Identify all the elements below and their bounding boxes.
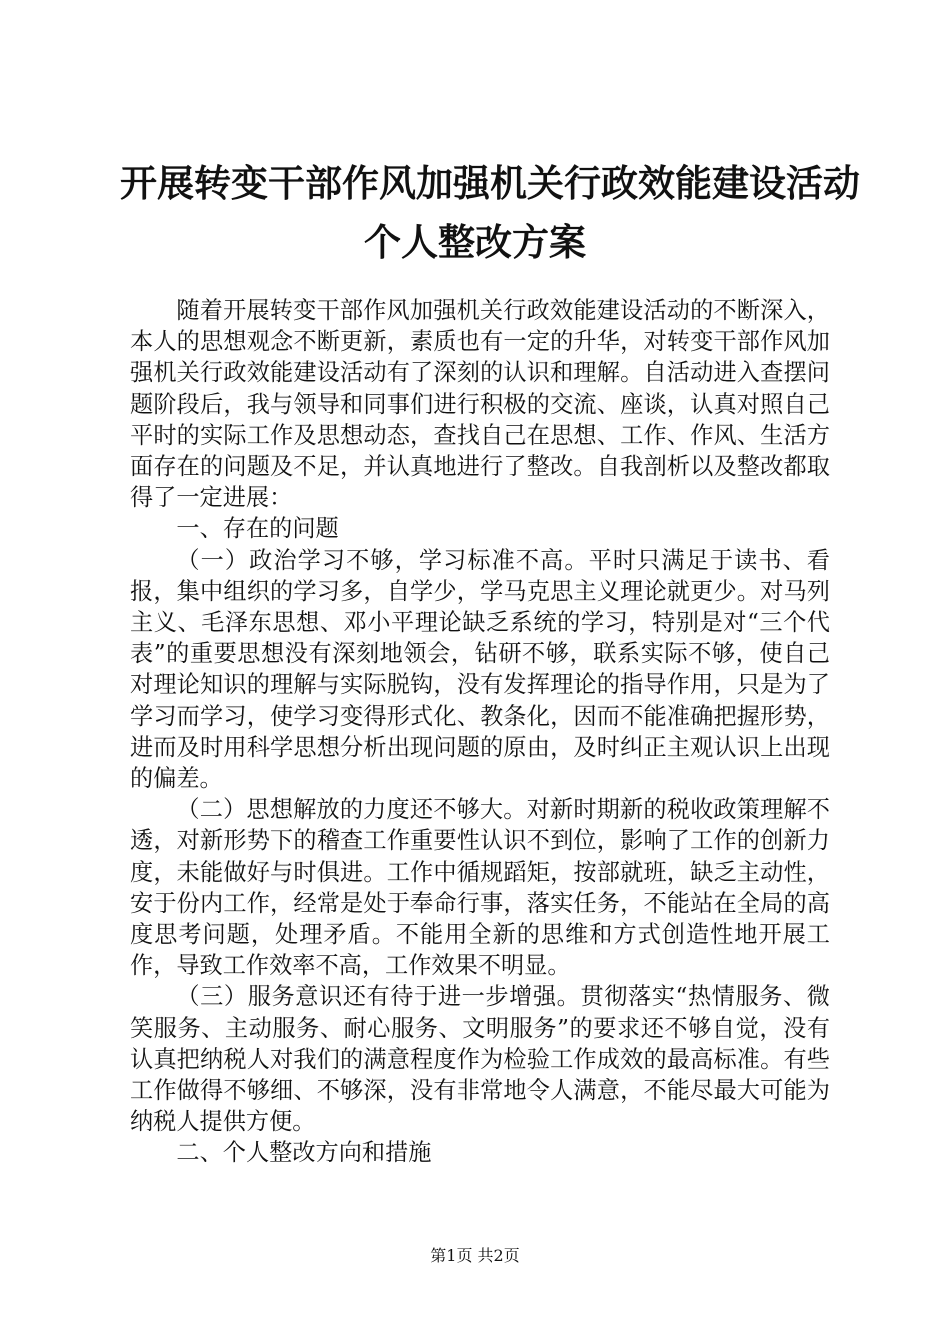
section-heading-problems: 一、存在的问题 <box>176 515 339 543</box>
intro-paragraph: 随着开展转变干部作风加强机关行政效能建设活动的不断深入，本人的思想观念不断更新，素质也有一定的升华，对转变干部作风加强机关行政效能建设活动有了深刻的认识和理解。自活动进入查摆问题阶段后，我与领导和同事们进行积极的交流、座谈，认真对照自己平时的实际工作及思想动态，查找自己在思想、工作、作风、生活方面存在的问题及不足，并认真地进行了整改。自我剖析以及整改都取得了一定进展： <box>130 297 830 512</box>
document-body <box>130 295 830 1169</box>
problem-paragraph-2: （二）思想解放的力度还不够大。对新时期新的税收政策理解不透，对新形势下的稽查工作重要性认识不到位，影响了工作的创新力度，未能做好与时俱进。工作中循规蹈矩，按部就班，缺乏主动性，安于份内工作，经常是处于奉命行事，落实任务，不能站在全局的高度思考问题，处理矛盾。不能用全新的思维和方式创造性地开展工作，导致工作效率不高，工作效果不明显。 <box>130 796 830 980</box>
problem-paragraph-1: （一）政治学习不够，学习标准不高。平时只满足于读书、看报，集中组织的学习多，自学少，学马克思主义理论就更少。对马列主义、毛泽东思想、邓小平理论缺乏系统的学习，特别是对“三个代表”的重要思想没有深刻地领会，钻研不够，联系实际不够，使自己对理论知识的理解与实际脱钩，没有发挥理论的指导作用，只是为了学习而学习，使学习变得形式化、教条化，因而不能准确把握形势，进而及时用科学思想分析出现问题的原由，及时纠正主观认识上出现的偏差。 <box>130 546 830 793</box>
page-number-footer: 第1页 共2页 <box>430 1246 520 1265</box>
section-heading-measures: 二、个人整改方向和措施 <box>176 1139 432 1167</box>
document-title-line-2: 个人整改方案 <box>364 220 586 264</box>
document-title-line-1: 开展转变干部作风加强机关行政效能建设活动 <box>120 161 860 205</box>
problem-paragraph-3: （三）服务意识还有待于进一步增强。贯彻落实“热情服务、微笑服务、主动服务、耐心服务、文明服务”的要求还不够自觉，没有认真把纳税人对我们的满意程度作为检验工作成效的最高标准。有些工作做得不够细、不够深，没有非常地令人满意，不能尽最大可能为纳税人提供方便。 <box>130 983 830 1136</box>
